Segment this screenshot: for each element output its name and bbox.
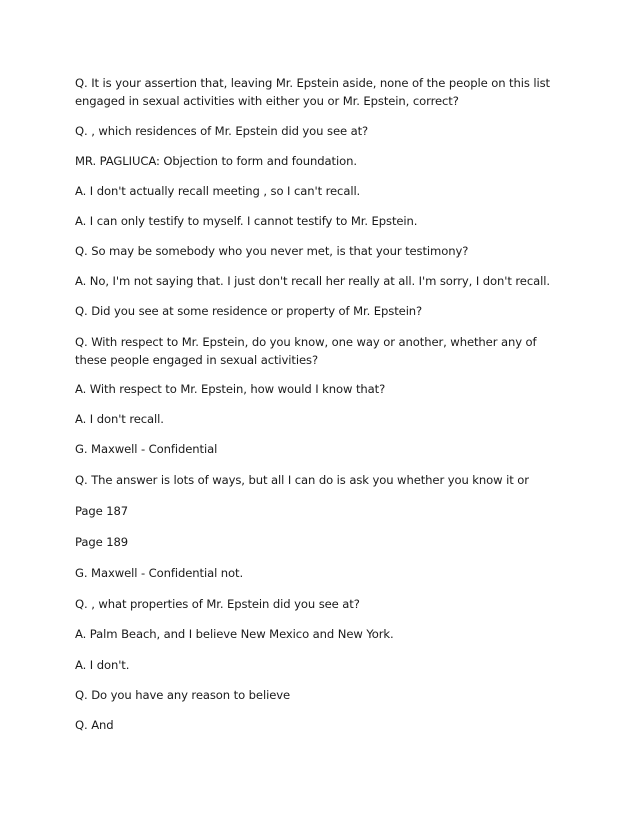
paragraph-and-question: Q. And (75, 718, 114, 732)
paragraph-property-question: Q. Did you see at some residence or property of Mr. Epstein? (75, 304, 423, 318)
paragraph-palm-beach-answer: A. Palm Beach, and I believe New Mexico and New York. (75, 627, 394, 641)
confidential-label-not: G. Maxwell - Confidential not. (75, 566, 244, 580)
paragraph-objection: MR. PAGLIUCA: Objection to form and foundation. (75, 154, 357, 168)
paragraph-never-met-question: Q. So may be somebody who you never met, is that your testimony? (75, 244, 469, 258)
paragraph-lots-of-ways-question: Q. The answer is lots of ways, but all I can do is ask you whether you know it or (75, 473, 529, 487)
paragraph-reason-to-believe-question: Q. Do you have any reason to believe (75, 688, 291, 702)
confidential-label: G. Maxwell - Confidential (75, 442, 218, 456)
paragraph-recall-meeting-answer: A. I don't actually recall meeting , so I can't recall. (75, 184, 361, 198)
paragraph-dont-recall-answer: A. I don't recall. (75, 412, 164, 426)
paragraph-i-dont-answer: A. I don't. (75, 658, 130, 672)
page-number-187: Page 187 (75, 504, 129, 518)
paragraph-sexual-activities-question: Q. With respect to Mr. Epstein, do you know, one way or another, whether any of these people engaged in sexual activities? (75, 335, 537, 367)
paragraph-residences-question: Q. , which residences of Mr. Epstein did you see at? (75, 124, 369, 138)
paragraph-assertion-question: Q. It is your assertion that, leaving Mr. Epstein aside, none of the people on this list engaged in sexual activities with either you or Mr. Epstein, correct? (75, 76, 550, 108)
paragraph-testify-answer: A. I can only testify to myself. I cannot testify to Mr. Epstein. (75, 214, 418, 228)
paragraph-how-would-i-know-answer: A. With respect to Mr. Epstein, how would I know that? (75, 382, 386, 396)
paragraph-not-saying-answer: A. No, I'm not saying that. I just don't recall her really at all. I'm sorry, I don't recall. (75, 274, 550, 288)
paragraph-properties-question: Q. , what properties of Mr. Epstein did you see at? (75, 597, 360, 611)
page-number-189: Page 189 (75, 535, 129, 549)
